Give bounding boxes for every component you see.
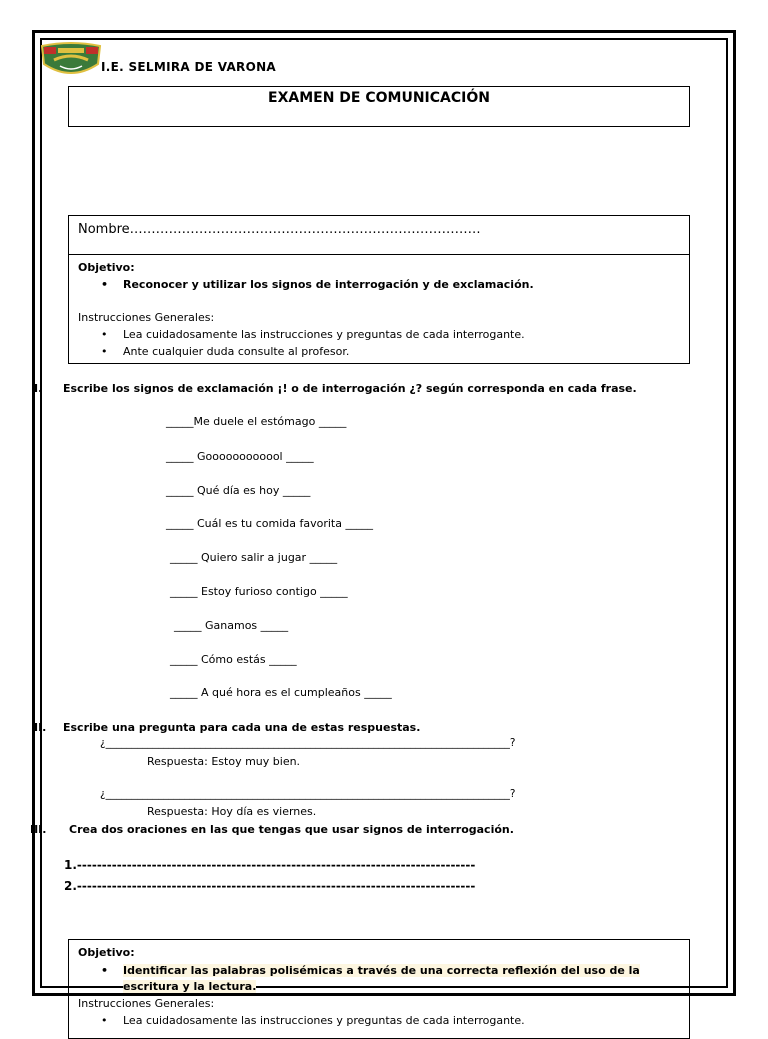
sentence-line[interactable]: 2.--------------------------------------------------------------------------------: [64, 879, 476, 893]
section-2-title: Escribe una pregunta para cada una de estas respuestas.: [63, 721, 421, 734]
phrase-item[interactable]: _____Me duele el estómago _____: [166, 415, 347, 428]
phrase-item[interactable]: _____ Goooooooooool _____: [166, 450, 314, 463]
sentence-line[interactable]: 1.--------------------------------------------------------------------------------: [64, 858, 476, 872]
instructions-label: Instrucciones Generales:: [78, 997, 215, 1010]
info-box: Nombre……………………………………………………………………… Objetivo: • Reconocer y utilizar los signos de interrogación y de exclamación. Instrucciones Generales: • Lea cuidadosamente las instrucciones y preguntas de cada interrogante. • Ante cualquier duda consulte al profesor.: [68, 215, 690, 364]
phrase-item[interactable]: _____ Ganamos _____: [174, 619, 289, 632]
objective-label: Objetivo:: [78, 261, 135, 274]
bullet-icon: •: [101, 278, 109, 291]
school-logo: [40, 42, 102, 78]
instructions-label: Instrucciones Generales:: [78, 311, 215, 324]
answer-text: Respuesta: Hoy día es viernes.: [147, 805, 317, 818]
school-name: I.E. SELMIRA DE VARONA: [101, 60, 277, 74]
bullet-icon: •: [101, 328, 108, 341]
name-row: [69, 216, 689, 255]
question-line[interactable]: ¿_____________________________________________________________________________?: [100, 788, 516, 800]
section-1-number: I.: [34, 382, 43, 395]
section-1-title: Escribe los signos de exclamación ¡! o de interrogación ¿? según corresponda en cada frase.: [63, 382, 637, 395]
objective-label: Objetivo:: [78, 946, 135, 959]
section-3-number: III.: [30, 823, 47, 836]
section-2-number: II.: [34, 721, 47, 734]
title-box: [68, 86, 690, 127]
phrase-item[interactable]: _____ Estoy furioso contigo _____: [170, 585, 348, 598]
phrase-item[interactable]: _____ Cuál es tu comida favorita _____: [166, 517, 373, 530]
exam-title: EXAMEN DE COMUNICACIÓN: [268, 90, 490, 106]
bullet-icon: •: [101, 345, 108, 358]
bullet-icon: •: [101, 964, 109, 977]
name-field[interactable]: Nombre………………………………………………………………………: [78, 222, 481, 237]
page-border-inner: [40, 38, 728, 988]
section-3-title: Crea dos oraciones en las que tengas que usar signos de interrogación.: [69, 823, 514, 836]
bullet-icon: •: [101, 1014, 108, 1027]
question-line[interactable]: ¿_____________________________________________________________________________?: [100, 737, 516, 749]
answer-text: Respuesta: Estoy muy bien.: [147, 755, 301, 768]
phrase-item[interactable]: _____ Cómo estás _____: [170, 653, 297, 666]
objective-box-2: Objetivo: • Identificar las palabras polisémicas a través de una correcta reflexión del uso de la escritura y la lectura. Instrucciones Generales: • Lea cuidadosamente las instrucciones y preguntas de cada interrogante.: [68, 939, 690, 1039]
phrase-item[interactable]: _____ Quiero salir a jugar _____: [170, 551, 338, 564]
phrase-item[interactable]: _____ Qué día es hoy _____: [166, 484, 311, 497]
phrase-item[interactable]: _____ A qué hora es el cumpleaños _____: [170, 686, 392, 699]
